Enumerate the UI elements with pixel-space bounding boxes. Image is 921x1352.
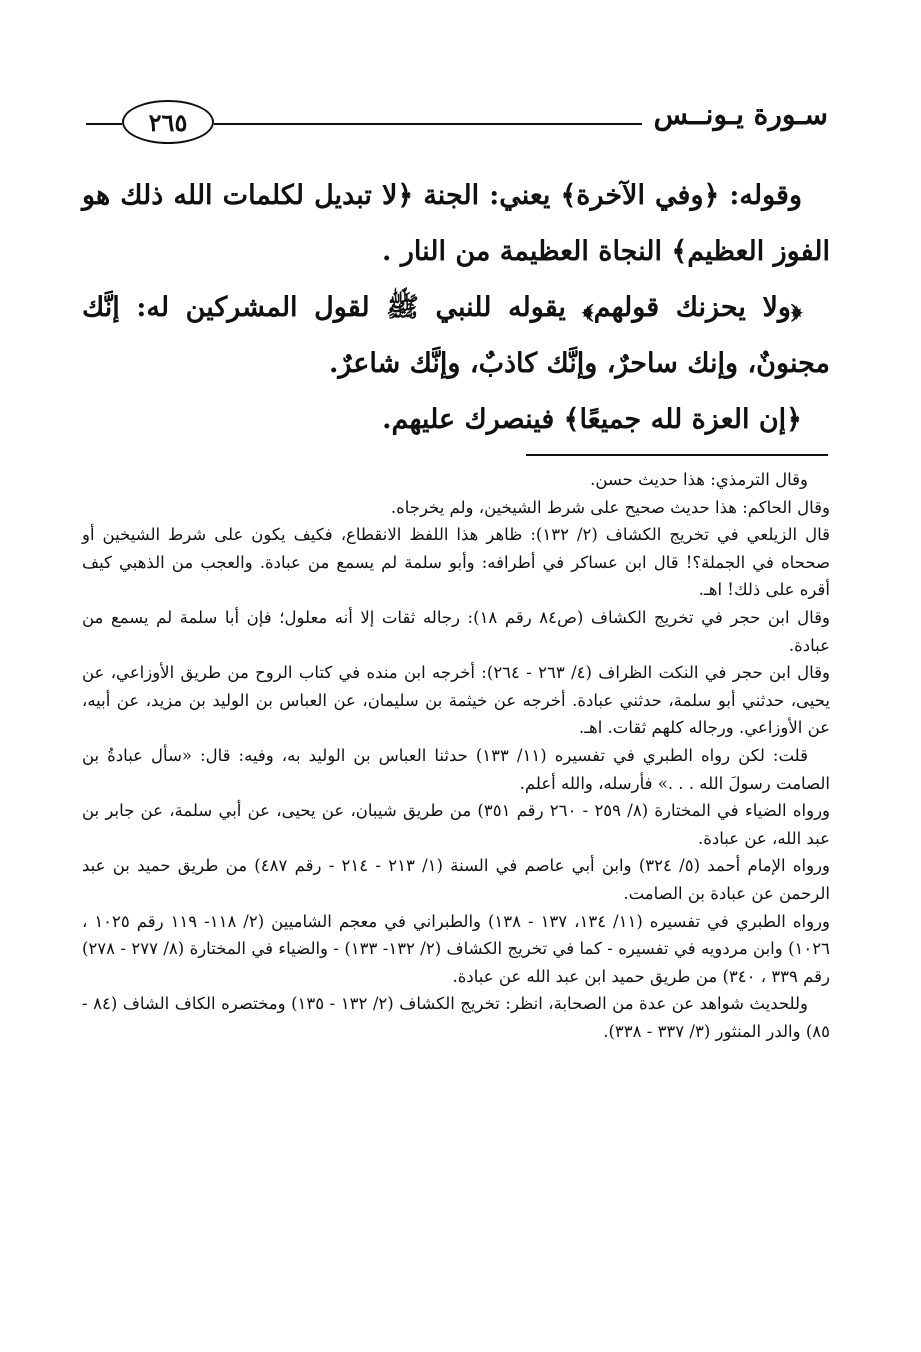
footnote-paragraph: ورواه الإمام أحمد (٥/ ٣٢٤) وابن أبي عاصم في السنة (١/ ٢١٣ - ٢١٤ - رقم ٤٨٧) من طريق حميد بن عبد الرحمن عن عبادة بن الصامت. [82,856,830,903]
surah-title: سـورة يـونــس [653,98,828,131]
header-rule [214,123,642,125]
main-paragraph: ﴿ولا يحزنك قولهم﴾ يقوله للنبي ﷺ لقول المشركين له: إنَّك مجنونٌ، وإنك ساحرٌ، وإنَّك كاذبٌ، وإنَّك شاعرٌ. [82,292,830,379]
footnote-paragraph: ورواه الضياء في المختارة (٨/ ٢٥٩ - ٢٦٠ رقم ٣٥١) من طريق شيبان، عن يحيى، عن أبي سلمة، عن جابر بن عبد الله، عن عبادة. [82,801,830,848]
footnotes [82,466,830,1045]
page-number-oval [122,100,214,144]
footnote-paragraph: وللحديث شواهد عن عدة من الصحابة، انظر: تخريج الكشاف (٢/ ١٣٢ - ١٣٥) ومختصره الكاف الشاف (٨٤ - ٨٥) والدر المنثور (٣/ ٣٣٧ - ٣٣٨). [82,994,830,1041]
main-paragraph: وقوله: ﴿وفي الآخرة﴾ يعني: الجنة ﴿لا تبديل لكلمات الله ذلك هو الفوز العظيم﴾ النجاة العظيمة من النار . [82,180,830,267]
page-number: ٢٦٥ [148,107,188,137]
header-rule-left [86,123,122,125]
footnote-paragraph: قال الزيلعي في تخريج الكشاف (٢/ ١٣٢): ظاهر هذا اللفظ الانقطاع، فكيف يكون على شرط الشيخين أو صححاه في الجملة؟! قال ابن عساكر في أطرافه: وأبو سلمة لم يسمع من عبادة. والعجب من الذهبي كيف أقره على ذلك! اهـ. [82,525,830,600]
footnote-paragraph: وقال الحاكم: هذا حديث صحيح على شرط الشيخين، ولم يخرجاه. [390,497,830,517]
main-paragraph: ﴿إن العزة لله جميعًا﴾ فينصرك عليهم. [382,404,802,435]
footnote-divider [526,454,828,456]
footnote-paragraph: وقال ابن حجر في النكت الظراف (٤/ ٢٦٣ - ٢٦٤): أخرجه ابن منده في كتاب الروح من طريق الأوزاعي، عن يحيى، حدثني أبو سلمة، حدثني عبادة. أخرجه عن خيثمة بن سليمان، عن العباس بن الوليد بن مزيد، عن أبيه، عن الأوزاعي. ورجاله كلهم ثقات. اهـ. [82,663,830,738]
footnote-paragraph: وقال الترمذي: هذا حديث حسن. [590,470,808,489]
footnote-paragraph: ورواه الطبري في تفسيره (١١/ ١٣٤، ١٣٧ - ١٣٨) والطبراني في معجم الشاميين (٢/ ١١٨- ١١٩ رقم ١٠٢٥ ، ١٠٢٦) وابن مردويه في تفسيره - كما في تخريج الكشاف (٢/ ١٣٢- ١٣٣) - والضياء في المختارة (٨/ ٢٧٧ - ٢٧٨) رقم ٣٣٩ ، ٣٤٠) من طريق حميد ابن عبد الله عن عبادة. [82,911,830,986]
footnote-paragraph: وقال ابن حجر في تخريج الكشاف (ص٨٤ رقم ١٨): رجاله ثقات إلا أنه معلول؛ فإن أبا سلمة لم يسمع من عبادة. [82,607,830,655]
page-header [86,92,828,152]
footnote-paragraph: قلت: لكن رواه الطبري في تفسيره (١١/ ١٣٣) حدثنا العباس بن الوليد به، وفيه: قال: «سأل عبادةُ بن الصامت رسولَ الله . . .» فأرسله، والله أعلم. [82,745,830,793]
main-text [82,168,830,448]
